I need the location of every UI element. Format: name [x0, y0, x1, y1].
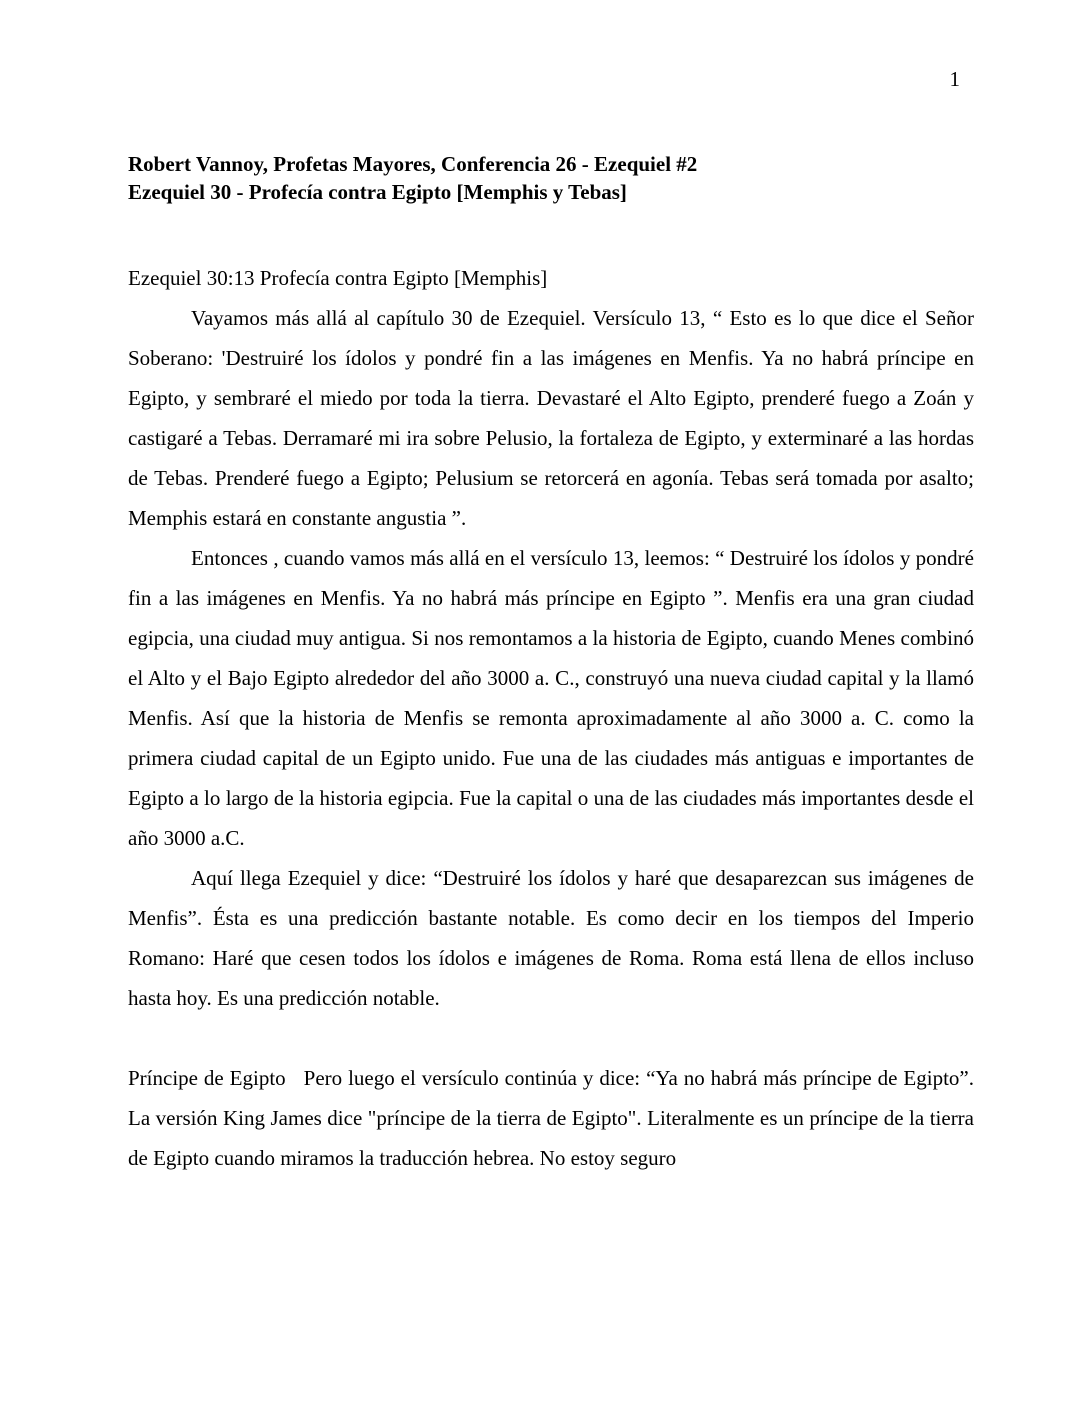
- document-header: [128, 150, 968, 206]
- section-heading-memphis: Ezequiel 30:13 Profecía contra Egipto [Memphis]: [128, 266, 548, 290]
- page-number: 1: [949, 67, 960, 91]
- paragraph: Aquí llega Ezequiel y dice: “Destruiré los ídolos y haré que desaparezcan sus imágenes de Menfis”. Ésta es una predicción bastante notable. Es como decir en los tiempos del Imperio Romano: Haré que cesen todos los ídolos e imágenes de Roma. Roma está llena de ellos incluso hasta hoy. Es una predicción notable.: [128, 866, 974, 1010]
- document-body: [128, 258, 974, 1178]
- paragraph: Vayamos más allá al capítulo 30 de Ezequiel. Versículo 13, “ Esto es lo que dice el Señor Soberano: 'Destruiré los ídolos y pondré fin a las imágenes en Menfis. Ya no habrá príncipe en Egipto, y sembraré el miedo por toda la tierra. Devastaré el Alto Egipto, prenderé fuego a Zoán y castigaré a Tebas. Derramaré mi ira sobre Pelusio, la fortaleza de Egipto, y exterminaré a las hordas de Tebas. Prenderé fuego a Egipto; Pelusium se retorcerá en agonía. Tebas será tomada por asalto; Memphis estará en constante angustia ”.: [128, 306, 974, 530]
- lecture-title: Robert Vannoy, Profetas Mayores, Conferencia 26 - Ezequiel #2: [128, 152, 698, 176]
- lecture-subtitle: Ezequiel 30 - Profecía contra Egipto [Memphis y Tebas]: [128, 180, 627, 204]
- paragraph-text: Pero luego el versículo continúa y dice: “Ya no habrá más príncipe de Egipto”. La versión King James dice "príncipe de la tierra de Egipto". Literalmente es un príncipe de la tierra de Egipto cuando miramos la traducción hebrea. No estoy seguro: [128, 1066, 974, 1170]
- section-heading-prince: Príncipe de Egipto: [128, 1066, 286, 1090]
- paragraph-prince-of-egypt: [128, 1058, 974, 1178]
- section-spacer: [128, 1018, 974, 1058]
- paragraph: Entonces , cuando vamos más allá en el versículo 13, leemos: “ Destruiré los ídolos y pondré fin a las imágenes en Menfis. Ya no habrá más príncipe en Egipto ”. Menfis era una gran ciudad egipcia, una ciudad muy antigua. Si nos remontamos a la historia de Egipto, cuando Menes combinó el Alto y el Bajo Egipto alrededor del año 3000 a. C., construyó una nueva ciudad capital y la llamó Menfis. Así que la historia de Menfis se remonta aproximadamente al año 3000 a. C. como la primera ciudad capital de un Egipto unido. Fue una de las ciudades más antiguas e importantes de Egipto a lo largo de la historia egipcia. Fue la capital o una de las ciudades más importantes desde el año 3000 a.C.: [128, 546, 974, 850]
